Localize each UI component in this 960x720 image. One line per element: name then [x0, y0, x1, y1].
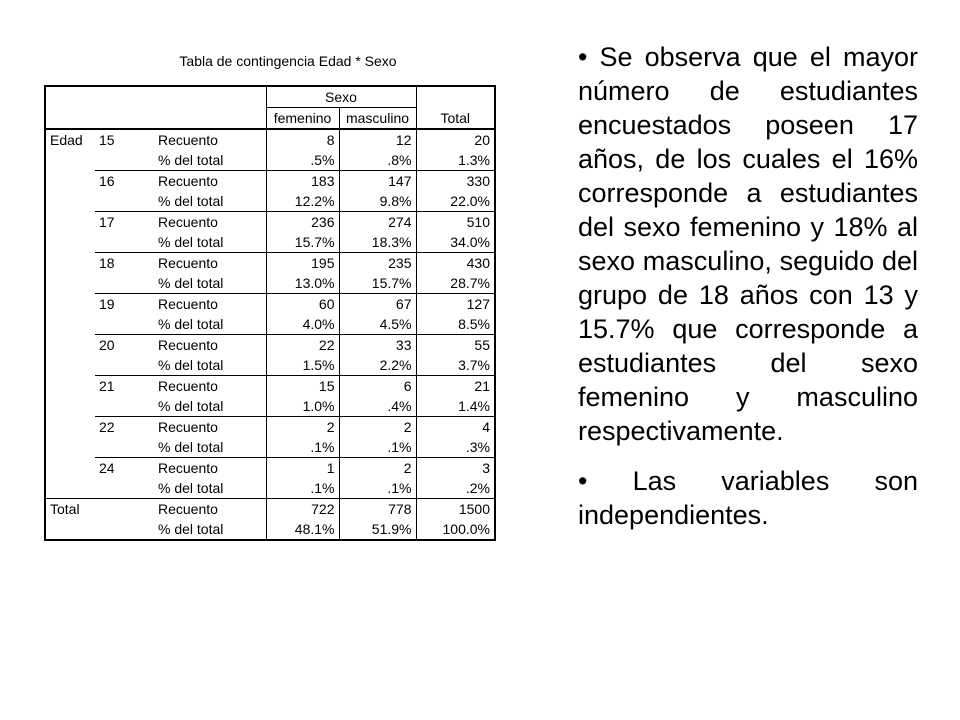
table-row [45, 191, 495, 212]
cell-masculino: 67 [339, 294, 416, 315]
age-spacer [95, 437, 154, 458]
table-row [45, 376, 495, 397]
cell-masculino: .8% [339, 150, 416, 171]
cell-femenino: 183 [266, 171, 339, 192]
sexo-header: Sexo [266, 86, 416, 108]
cell-masculino: .4% [339, 396, 416, 417]
table-row [45, 273, 495, 294]
col-header-masculino: masculino [339, 108, 416, 130]
cell-masculino: 51.9% [339, 519, 416, 540]
stat-label: Recuento [154, 253, 266, 274]
contingency-table [44, 85, 496, 541]
cell-masculino: 18.3% [339, 232, 416, 253]
age-spacer [95, 355, 154, 376]
table-row [45, 458, 495, 479]
cell-total: 100.0% [416, 519, 495, 540]
col-header-femenino: femenino [266, 108, 339, 130]
table-row [45, 396, 495, 417]
age-label: 15 [95, 129, 154, 150]
table-row [45, 253, 495, 274]
table-row [45, 437, 495, 458]
table-row [45, 212, 495, 233]
stat-label: % del total [154, 478, 266, 499]
cell-total: 22.0% [416, 191, 495, 212]
stat-label: Recuento [154, 129, 266, 150]
stat-label: % del total [154, 314, 266, 335]
bullet-item: • Se observa que el mayor número de estudiantes encuestados poseen 17 años, de los cuales el 16% corresponde a estudiantes del sexo femenino y 18% al sexo masculino, seguido del grupo de 18 años con 13 y 15.7% que corresponde a estudiantes del sexo femenino y masculino respectivamente. [578, 40, 918, 448]
table-row [45, 232, 495, 253]
age-label: 20 [95, 335, 154, 356]
cell-total: 21 [416, 376, 495, 397]
age-spacer [95, 273, 154, 294]
cell-total: 55 [416, 335, 495, 356]
stat-label: % del total [154, 437, 266, 458]
table-body [45, 129, 495, 540]
cell-femenino: .1% [266, 478, 339, 499]
age-spacer [95, 478, 154, 499]
col-header-total: Total [416, 108, 495, 130]
cell-femenino: 12.2% [266, 191, 339, 212]
cell-femenino: 236 [266, 212, 339, 233]
age-spacer [95, 150, 154, 171]
stat-label: % del total [154, 191, 266, 212]
bullet-item: • Las variables son independientes. [578, 464, 918, 532]
age-label: 18 [95, 253, 154, 274]
table-row [45, 519, 495, 540]
age-label: 21 [95, 376, 154, 397]
cell-total: 20 [416, 129, 495, 150]
cell-femenino: 13.0% [266, 273, 339, 294]
table-row [45, 314, 495, 335]
cell-total: 28.7% [416, 273, 495, 294]
cell-masculino: 9.8% [339, 191, 416, 212]
cell-masculino: 12 [339, 129, 416, 150]
cell-femenino: 60 [266, 294, 339, 315]
cell-femenino: 15.7% [266, 232, 339, 253]
stat-label: Recuento [154, 417, 266, 438]
stat-label: Recuento [154, 499, 266, 520]
cell-total: 3 [416, 458, 495, 479]
age-label: 16 [95, 171, 154, 192]
stat-label: % del total [154, 519, 266, 540]
cell-masculino: 235 [339, 253, 416, 274]
table-row [45, 171, 495, 192]
cell-masculino: 147 [339, 171, 416, 192]
stat-label: % del total [154, 355, 266, 376]
cell-total: 127 [416, 294, 495, 315]
age-spacer [95, 396, 154, 417]
cell-total: .2% [416, 478, 495, 499]
cell-femenino: 195 [266, 253, 339, 274]
cell-masculino: 15.7% [339, 273, 416, 294]
cell-total: 3.7% [416, 355, 495, 376]
cell-femenino: 1.0% [266, 396, 339, 417]
cell-total: 34.0% [416, 232, 495, 253]
cell-masculino: .1% [339, 478, 416, 499]
table-title: Tabla de contingencia Edad * Sexo [179, 53, 397, 69]
stat-label: Recuento [154, 212, 266, 233]
table-row [45, 499, 495, 520]
cell-masculino: 6 [339, 376, 416, 397]
stat-label: % del total [154, 396, 266, 417]
cell-femenino: 722 [266, 499, 339, 520]
cell-femenino: 8 [266, 129, 339, 150]
age-spacer [95, 191, 154, 212]
stat-label: Recuento [154, 335, 266, 356]
cell-total: 1.3% [416, 150, 495, 171]
table-row [45, 335, 495, 356]
cell-femenino: 4.0% [266, 314, 339, 335]
total-row-label: Total [45, 499, 154, 520]
age-label: 17 [95, 212, 154, 233]
table-row [45, 478, 495, 499]
stat-label: Recuento [154, 458, 266, 479]
cell-total: 510 [416, 212, 495, 233]
cell-femenino: 2 [266, 417, 339, 438]
cell-masculino: 33 [339, 335, 416, 356]
age-spacer [95, 232, 154, 253]
stat-label: Recuento [154, 171, 266, 192]
stat-label: % del total [154, 150, 266, 171]
table-row [45, 417, 495, 438]
cell-masculino: 4.5% [339, 314, 416, 335]
age-label: 24 [95, 458, 154, 479]
cell-femenino: 15 [266, 376, 339, 397]
table-row [45, 355, 495, 376]
cell-masculino: 2 [339, 458, 416, 479]
cell-total: 1500 [416, 499, 495, 520]
cell-total: 430 [416, 253, 495, 274]
cell-masculino: .1% [339, 437, 416, 458]
stat-label: Recuento [154, 376, 266, 397]
age-label: 22 [95, 417, 154, 438]
age-label: 19 [95, 294, 154, 315]
table-row [45, 294, 495, 315]
cell-total: 1.4% [416, 396, 495, 417]
cell-femenino: 22 [266, 335, 339, 356]
total-header-spacer [416, 86, 495, 108]
table-row [45, 129, 495, 150]
cell-masculino: 274 [339, 212, 416, 233]
cell-total: 4 [416, 417, 495, 438]
cell-total: 330 [416, 171, 495, 192]
cell-total: 8.5% [416, 314, 495, 335]
age-spacer [95, 314, 154, 335]
cell-femenino: 48.1% [266, 519, 339, 540]
table-row [45, 150, 495, 171]
cell-masculino: 2 [339, 417, 416, 438]
stat-label: % del total [154, 273, 266, 294]
row-var-label: Edad [45, 129, 95, 499]
stat-label: Recuento [154, 294, 266, 315]
stat-label: % del total [154, 232, 266, 253]
total-row-spacer [45, 519, 154, 540]
cell-total: .3% [416, 437, 495, 458]
table-corner [45, 86, 266, 129]
cell-masculino: 778 [339, 499, 416, 520]
cell-femenino: 1 [266, 458, 339, 479]
cell-femenino: .5% [266, 150, 339, 171]
bullet-list [578, 40, 918, 548]
cell-femenino: 1.5% [266, 355, 339, 376]
cell-masculino: 2.2% [339, 355, 416, 376]
cell-femenino: .1% [266, 437, 339, 458]
